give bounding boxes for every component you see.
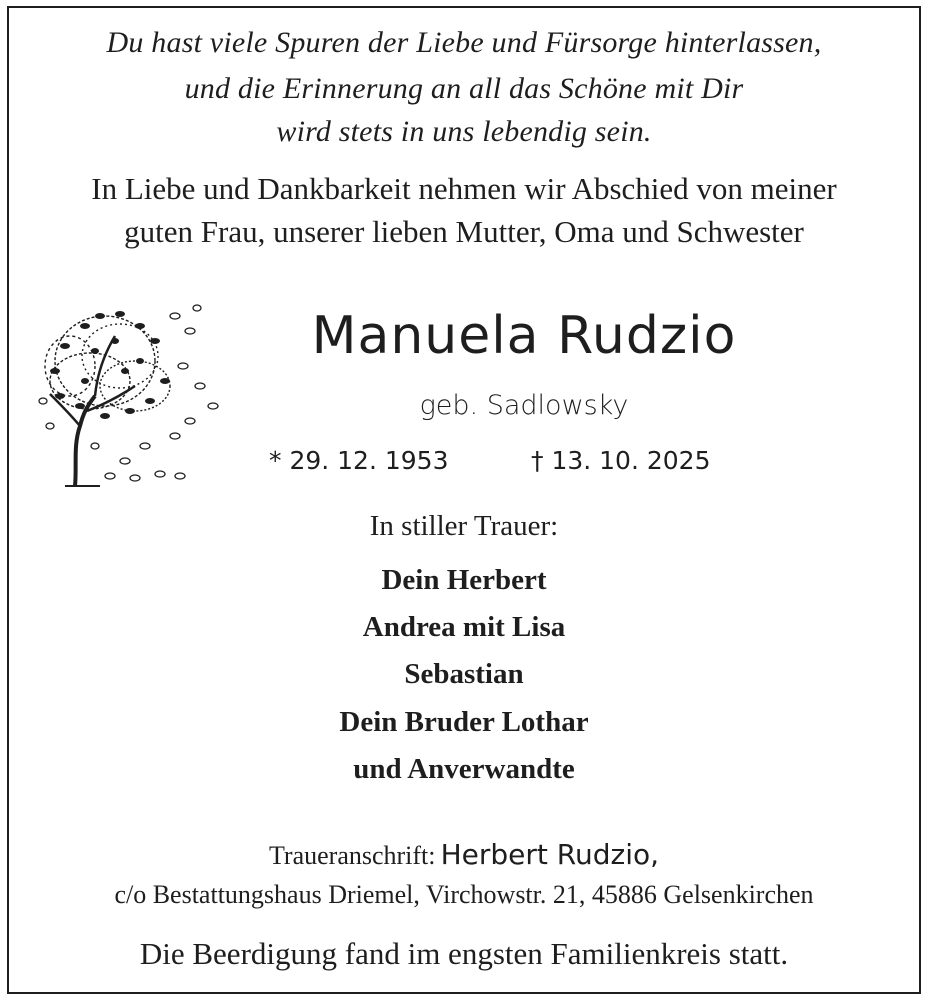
- deceased-name: Manuela Rudzio: [311, 306, 737, 366]
- obituary-frame: [7, 6, 921, 994]
- life-dates: [269, 446, 769, 480]
- address-label: Traueranschrift:: [268, 841, 436, 870]
- address-line-2: c/o Bestattungshaus Driemel, Virchowstr. 21, 45886 Gelsenkirchen: [114, 880, 814, 909]
- mourner-3: Sebastian: [404, 658, 524, 690]
- mourner-5: und Anverwandte: [353, 753, 575, 785]
- poem-line-1: Du hast viele Spuren der Liebe und Fürsorge hinterlassen,: [106, 26, 822, 59]
- address-line-1: [9, 838, 919, 871]
- intro-line-1: In Liebe und Dankbarkeit nehmen wir Abschied von meiner: [91, 171, 837, 206]
- mourner-2: Andrea mit Lisa: [362, 611, 566, 643]
- death-date: † 13. 10. 2025: [531, 446, 711, 475]
- maiden-name: geb. Sadlowsky: [419, 390, 629, 421]
- birth-date: * 29. 12. 1953: [269, 446, 449, 475]
- mourner-4: Dein Bruder Lothar: [339, 706, 589, 738]
- address-name: Herbert Rudzio,: [440, 838, 660, 871]
- poem-line-2: und die Erinnerung an all das Schöne mit Dir: [184, 72, 744, 105]
- intro-line-2: guten Frau, unserer lieben Mutter, Oma und Schwester: [124, 214, 804, 249]
- funeral-note: Die Beerdigung fand im engsten Familienkreis statt.: [139, 936, 789, 971]
- mourning-heading: In stiller Trauer:: [369, 510, 559, 542]
- mourner-1: Dein Herbert: [381, 564, 547, 596]
- poem-line-3: wird stets in uns lebendig sein.: [276, 115, 652, 148]
